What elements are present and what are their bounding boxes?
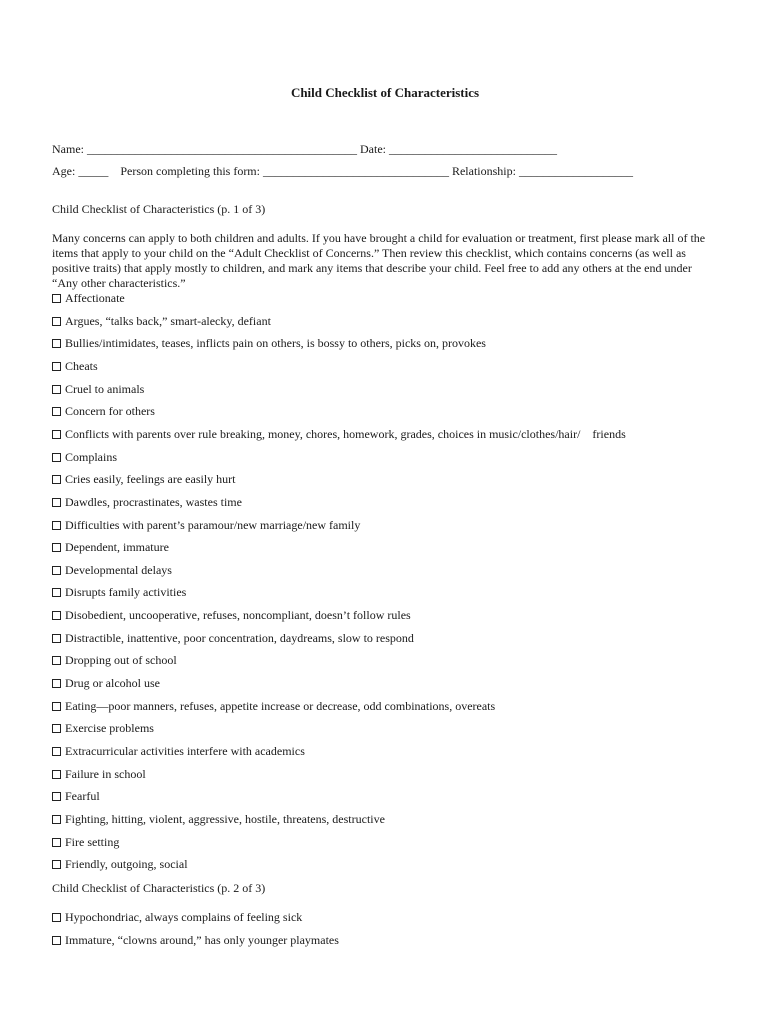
checklist-item[interactable] bbox=[52, 404, 155, 419]
checklist-item[interactable] bbox=[52, 676, 160, 691]
checklist-item[interactable] bbox=[52, 540, 169, 555]
checklist-item-label: Friendly, outgoing, social bbox=[65, 857, 188, 872]
checkbox[interactable] bbox=[52, 475, 61, 484]
checkbox[interactable] bbox=[52, 407, 61, 416]
checklist-item[interactable] bbox=[52, 382, 144, 397]
checklist-item-label: Disobedient, uncooperative, refuses, noncompliant, doesn’t follow rules bbox=[65, 608, 411, 623]
checkbox[interactable] bbox=[52, 294, 61, 303]
checklist-item-label: Cheats bbox=[65, 358, 98, 373]
checkbox[interactable] bbox=[52, 838, 61, 847]
checkbox[interactable] bbox=[52, 913, 61, 922]
checklist-item[interactable] bbox=[52, 450, 117, 465]
checkbox[interactable] bbox=[52, 317, 61, 326]
checkbox[interactable] bbox=[52, 634, 61, 643]
checkbox[interactable] bbox=[52, 498, 61, 507]
checklist-item[interactable] bbox=[52, 359, 98, 374]
checkbox[interactable] bbox=[52, 453, 61, 462]
checkbox[interactable] bbox=[52, 815, 61, 824]
checkbox[interactable] bbox=[52, 611, 61, 620]
checklist-item-label: Fire setting bbox=[65, 834, 120, 849]
checkbox[interactable] bbox=[52, 588, 61, 597]
checkbox[interactable] bbox=[52, 430, 61, 439]
checkbox[interactable] bbox=[52, 339, 61, 348]
checklist-item[interactable] bbox=[52, 518, 360, 533]
checklist-item-label: Dependent, immature bbox=[65, 540, 169, 555]
checklist-item-label: Extracurricular activities interfere with academics bbox=[65, 744, 305, 758]
checkbox[interactable] bbox=[52, 362, 61, 371]
checklist-item[interactable] bbox=[52, 933, 339, 948]
checklist-item[interactable] bbox=[52, 472, 236, 487]
checklist-item-label: Affectionate bbox=[65, 291, 125, 305]
checklist-item[interactable] bbox=[52, 427, 626, 442]
checklist-item-label: Cruel to animals bbox=[65, 381, 145, 396]
checkbox[interactable] bbox=[52, 566, 61, 575]
checklist-item-label: Fighting, hitting, violent, aggressive, hostile, threatens, destructive bbox=[65, 811, 385, 826]
section-heading-page-2: Child Checklist of Characteristics (p. 2 of 3) bbox=[52, 881, 266, 895]
checklist-item-label: Developmental delays bbox=[65, 562, 172, 577]
checklist-item-label: Failure in school bbox=[65, 766, 146, 781]
page-title: Child Checklist of Characteristics bbox=[290, 85, 480, 100]
section-heading-page-1: Child Checklist of Characteristics (p. 1 of 3) bbox=[52, 202, 266, 216]
checklist-item[interactable] bbox=[52, 563, 172, 578]
checklist-item-label: Immature, “clowns around,” has only younger playmates bbox=[65, 933, 339, 947]
checklist-item[interactable] bbox=[52, 495, 242, 510]
checklist-item-label: Drug or alcohol use bbox=[65, 676, 160, 691]
checklist-item-label: Disrupts family activities bbox=[65, 585, 187, 600]
age-person-relationship-field-line[interactable]: Age: _____ Person completing this form: _______________________________ Relationship: ___________________ bbox=[52, 164, 633, 178]
checklist-item[interactable] bbox=[52, 789, 100, 804]
checkbox[interactable] bbox=[52, 860, 61, 869]
checkbox[interactable] bbox=[52, 724, 61, 733]
checklist-item-label: Cries easily, feelings are easily hurt bbox=[65, 472, 236, 487]
checklist-item[interactable] bbox=[52, 291, 125, 306]
checklist-item[interactable] bbox=[52, 910, 302, 925]
checklist-item-label: Conflicts with parents over rule breaking, money, chores, homework, grades, choices in music/clothes/hair/ friends bbox=[65, 426, 626, 441]
checkbox[interactable] bbox=[52, 702, 61, 711]
checklist-item[interactable] bbox=[52, 585, 186, 600]
checkbox[interactable] bbox=[52, 792, 61, 801]
checklist-item-label: Dawdles, procrastinates, wastes time bbox=[65, 494, 242, 509]
checklist-item[interactable] bbox=[52, 608, 411, 623]
checklist-item-label: Difficulties with parent’s paramour/new marriage/new family bbox=[65, 517, 361, 532]
checklist-item[interactable] bbox=[52, 812, 385, 827]
checklist-item-label: Concern for others bbox=[65, 404, 155, 419]
checklist-item[interactable] bbox=[52, 653, 177, 668]
checklist-item-label: Eating—poor manners, refuses, appetite increase or decrease, odd combinations, overeats bbox=[65, 698, 496, 713]
checklist-item[interactable] bbox=[52, 767, 146, 782]
checklist-item-label: Exercise problems bbox=[65, 721, 154, 736]
checklist-item[interactable] bbox=[52, 744, 305, 759]
checklist-item[interactable] bbox=[52, 336, 486, 351]
checklist-item[interactable] bbox=[52, 314, 271, 329]
checklist-item-label: Fearful bbox=[65, 789, 100, 804]
checklist-item[interactable] bbox=[52, 699, 495, 714]
checkbox[interactable] bbox=[52, 747, 61, 756]
checklist-item-label: Hypochondriac, always complains of feeling sick bbox=[65, 910, 303, 924]
intro-paragraph: Many concerns can apply to both children and adults. If you have brought a child for evaluation or treatment, first please mark all of the items that apply to your child on the “Adult Checklist of Concerns.” Then review this checklist, which contains concerns (as well as positive traits) that apply mostly to children, and mark any items that describe your child. Feel free to add any others at the end under “Any other characteristics.” bbox=[52, 231, 706, 290]
checklist-item[interactable] bbox=[52, 835, 119, 850]
checkbox[interactable] bbox=[52, 936, 61, 945]
checklist-item[interactable] bbox=[52, 721, 154, 736]
checklist-item[interactable] bbox=[52, 631, 414, 646]
checklist-item-label: Dropping out of school bbox=[65, 653, 177, 668]
checkbox[interactable] bbox=[52, 679, 61, 688]
checklist-item-label: Distractible, inattentive, poor concentration, daydreams, slow to respond bbox=[65, 630, 414, 645]
checklist-item[interactable] bbox=[52, 857, 188, 872]
checklist-item-label: Argues, “talks back,” smart-alecky, defiant bbox=[65, 313, 271, 328]
checkbox[interactable] bbox=[52, 543, 61, 552]
checklist-item-label: Bullies/intimidates, teases, inflicts pain on others, is bossy to others, picks on, provokes bbox=[65, 336, 486, 351]
checkbox[interactable] bbox=[52, 656, 61, 665]
checkbox[interactable] bbox=[52, 521, 61, 530]
checklist-item-label: Complains bbox=[65, 449, 118, 464]
checkbox[interactable] bbox=[52, 770, 61, 779]
checkbox[interactable] bbox=[52, 385, 61, 394]
name-date-field-line[interactable]: Name: _____________________________________________ Date: ____________________________ bbox=[52, 142, 557, 156]
